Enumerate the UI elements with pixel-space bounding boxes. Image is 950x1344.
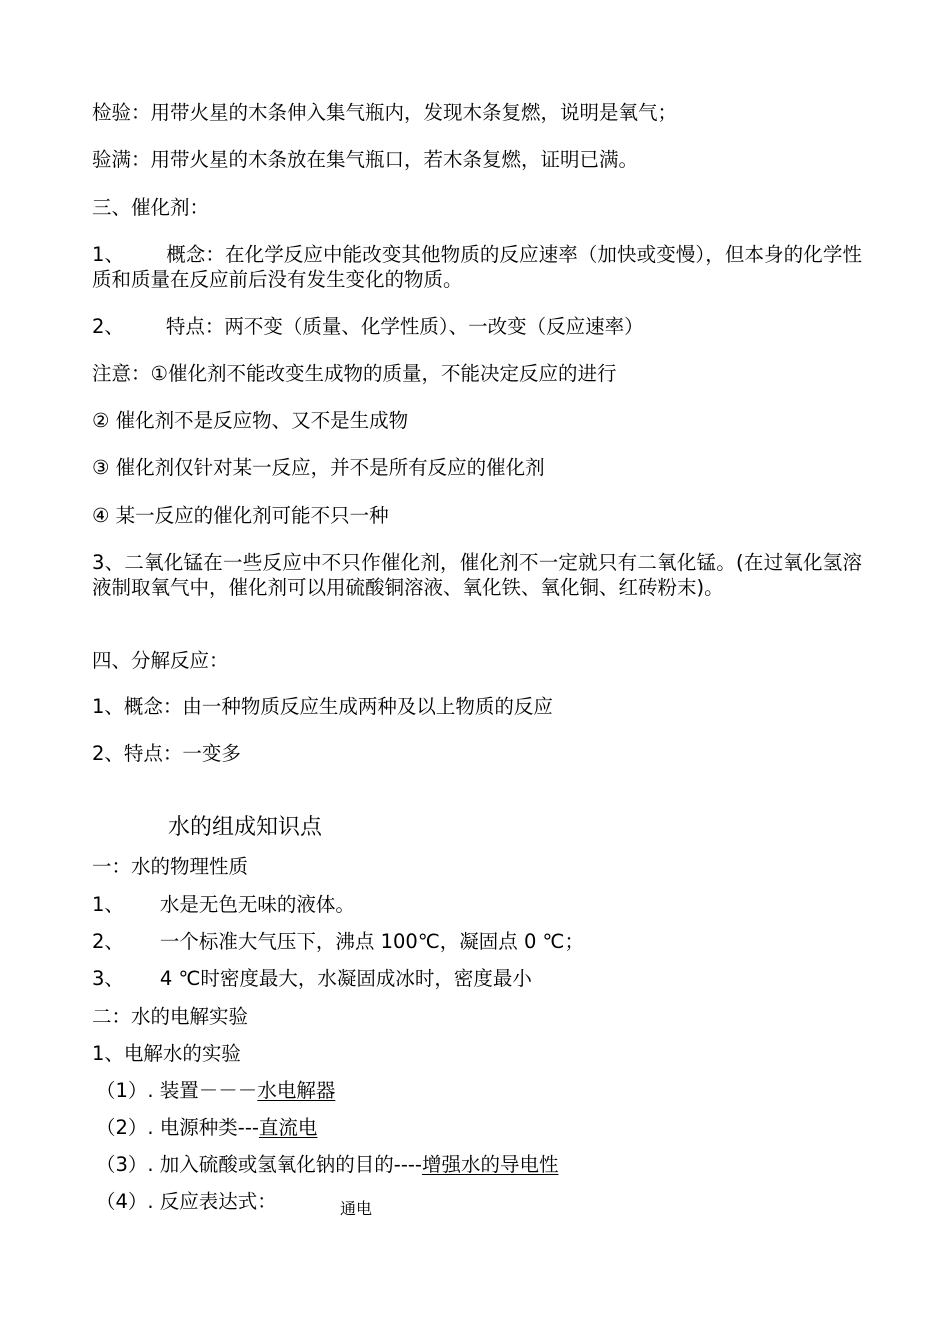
- water-property-1-number: 1、: [92, 893, 124, 916]
- oxygen-test-line: 检验：用带火星的木条伸入集气瓶内，发现木条复燃，说明是氧气；: [92, 101, 678, 124]
- water-property-2-text: 一个标准大气压下，沸点 100℃，凝固点 0 ℃；: [159, 930, 584, 953]
- catalyst-feature-line: [92, 314, 872, 340]
- electrolysis-item-2: [96, 1115, 876, 1141]
- catalyst-note-4: ④ 某一反应的催化剂可能不只一种: [92, 504, 389, 527]
- catalyst-note-1: 注意：①催化剂不能改变生成物的质量，不能决定反应的进行: [92, 362, 617, 385]
- electrolysis-item-4-label: （4）. 反应表达式：: [96, 1190, 277, 1213]
- decomposition-concept: 1、概念：由一种物质反应生成两种及以上物质的反应: [92, 695, 553, 718]
- catalyst-note-3: ③ 催化剂仅针对某一反应，并不是所有反应的催化剂: [92, 456, 545, 479]
- reaction-condition-label: 通电: [340, 1199, 373, 1218]
- water-property-2-number: 2、: [92, 930, 124, 953]
- water-property-1-text: 水是无色无味的液体。: [159, 893, 355, 916]
- electrolysis-item-1: [96, 1078, 876, 1104]
- catalyst-note-2: ② 催化剂不是反应物、又不是生成物: [92, 409, 409, 432]
- electrolysis-item-3-label: （3）. 加入硫酸或氢氧化钠的目的----: [96, 1153, 422, 1176]
- decomposition-heading: 四、分解反应：: [92, 649, 229, 672]
- electrolysis-item-3-value: 增强水的导电性: [421, 1153, 559, 1176]
- water-property-3-number: 3、: [92, 967, 124, 990]
- mno2-paragraph: 3、二氧化锰在一些反应中不只作催化剂，催化剂不一定就只有二氧化锰。(在过氧化氢溶液制取氧气中，催化剂可以用硫酸铜溶液、氧化铁、氧化铜、红砖粉末)。: [92, 551, 862, 599]
- water-property-2: [92, 929, 872, 955]
- decomposition-feature: 2、特点：一变多: [92, 742, 241, 765]
- catalyst-concept-paragraph: [92, 242, 862, 292]
- electrolysis-heading: 二：水的电解实验: [92, 1005, 249, 1028]
- catalyst-heading: 三、催化剂：: [92, 196, 210, 219]
- electrolysis-item-1-value: 水电解器: [257, 1079, 336, 1102]
- catalyst-feature-number: 2、: [92, 315, 124, 338]
- oxygen-full-line: 验满：用带火星的木条放在集气瓶口，若木条复燃，证明已满。: [92, 148, 639, 171]
- electrolysis-item-2-value: 直流电: [258, 1116, 318, 1139]
- catalyst-feature-text: 特点：两不变（质量、化学性质）、一改变（反应速率）: [165, 315, 644, 338]
- electrolysis-item-3: [96, 1152, 876, 1178]
- water-property-3-text: 4 ℃时密度最大，水凝固成冰时，密度最小: [159, 967, 532, 990]
- water-property-1: [92, 892, 872, 918]
- water-section-title: 水的组成知识点: [168, 815, 323, 840]
- catalyst-concept-number: 1、: [92, 243, 125, 266]
- electrolysis-item-4: [96, 1189, 876, 1215]
- water-property-3: [92, 966, 872, 992]
- electrolysis-item-2-label: （2）. 电源种类---: [96, 1116, 259, 1139]
- water-physical-heading: 一：水的物理性质: [92, 855, 249, 878]
- electrolysis-subheading: 1、电解水的实验: [92, 1042, 241, 1065]
- electrolysis-item-1-label: （1）. 装置－－－: [96, 1079, 258, 1102]
- catalyst-concept-text: 概念：在化学反应中能改变其他物质的反应速率（加快或变慢），但本身的化学性质和质量在反应前后没有发生变化的物质。: [92, 243, 862, 291]
